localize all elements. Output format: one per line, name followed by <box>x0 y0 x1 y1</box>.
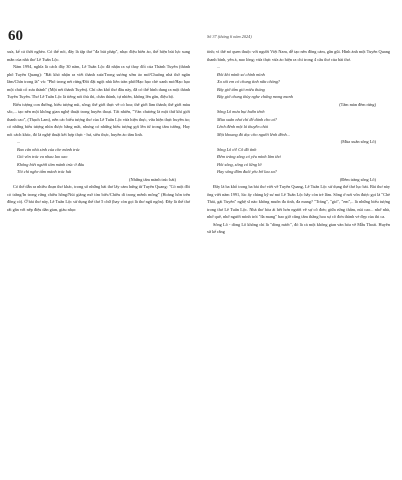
verse-line: Hay sông đắm đuối yêu bờ lau xa? <box>217 169 277 174</box>
verse-source: (Tấm màn đêm rừng) <box>339 101 376 107</box>
verse-line: Không biết người tâm mành trúc ở đâu <box>17 161 85 167</box>
paragraph: Có thể dẫn ra nhiều đoạn thơ khác, trong số những bài thơ lấy cảm hứng từ Tuyên Quang: "Có một đồi cỏ trắng/In trong rừng chiều hồng/Núi giăng mờ tím biếc/Chiều dì trong mênh mông" (Hoàng hôn trên đồng cỏ). Ở bài thơ này, Lê Tuấn Lộc sử dụng thể thơ 5 chữ (hay còn gọi là thơ ngũ ngôn). Đây là thể thơ rất gần với nếp điệu dân gian, giàu nhạc <box>7 184 190 212</box>
verse-line: ... <box>217 64 221 69</box>
verse-line: Gió vôn trúc va nhau lao xao <box>17 154 68 159</box>
verse-line: Hôi sông, sông có lừng lờ <box>217 161 262 167</box>
paragraph: Đây là ba khổ trong ba bài thơ viết về Tuyên Quang, Lê Tuấn Lộc sử dụng thể thơ lục bát. Bài thơ này ông viết năm 1991, lúc ấy chàng kỹ sư mỏ Lê Tuấn Lộc hãy còn trẻ lắm. Sông ở nơi vốn được gọi là "Chè Thái, gái Tuyên" nghệ sĩ nào không muốn đa tình, đa mang? "Trăng", "gió", "em",.. là những biểu tượng trong thơ Lê Tuấn Lộc. Nhà thơ hòa ái hết hơn người về sự cô đơn; giữa rừng thẳm, núi cao... nhớ nhà, nhớ quê, nhớ người mình trót "đa mang" bao giờ cũng tâm thắng hoa sự cô đơn thành vẻ đẹp của thi ca. <box>207 184 390 219</box>
verse-block <box>207 63 390 108</box>
verse-line: Một khoang đò dọc cho người lênh đênh... <box>217 131 290 137</box>
paragraph: Năm 1994, nghĩa là cách đây 30 năm, Lê Tuấn Lộc đã nhận ra sự thay đổi của Thành Tuyên (thành phố Tuyên Quang): "Rất khó nhận ra viết thành xưa/Trong sương sớm ảo mờ/Chuông nhà thờ ngân lắm/Chín trong lá" và: "Phố trong nét rừng/Đôi đặt ngột nhà liên trăn phố/Hạo hạo chè xanh mỏ/Hạo hạo một chút cổ xưa thành" (Một nét thành Tuyên). Chỉ cần khổ thơ đầu này, đã có thể hình dung ra một thành Tuyên Tuyên. Thơ Lê Tuấn Lộc là tiếng nói thủ thỉ, chân thành, tự nhiên, không lên gân, điệu bộ. <box>7 64 190 99</box>
verse-line: Bây giờ tấm gió miếu tháng <box>217 86 265 92</box>
verse-block <box>7 138 190 183</box>
page-number: 60 <box>8 28 23 44</box>
verse-line: Xa xôi em có chung tình nữa chăng? <box>217 79 281 84</box>
right-column <box>207 48 390 236</box>
verse-block <box>207 146 390 184</box>
verse-source: (Đêm trăng sông Lô) <box>339 176 376 182</box>
paragraph: xưa, kể cả thời nghèo. Có thể nói, đây là tập thơ "đa bút pháp", nhạc điệu biến ảo, thể hiện bút lực sung mãn của nhà thơ Lê Tuấn Lộc. <box>7 49 190 62</box>
paragraph: tính; vì thế nó quen thuộc với người Việt Nam, dễ tạo nên đồng cảm, gần gũi. Hình ảnh một Tuyên Quang thanh bình, yên ả, nao lòng; vừa thực vừa ảo hiện ra chỉ trong 4 câu thơ của bài thơ. <box>207 49 390 62</box>
verse-line: Lênh đênh một lá thuyền chài <box>217 124 268 129</box>
verse-line: ... <box>17 139 21 144</box>
verse-line: Tôi chỉ nghe tấm mành trúc hát <box>17 169 72 174</box>
verse-line: Sông Lô ơi! Cô đã tình <box>217 146 257 152</box>
paragraph: Biểu tượng con đường, biểu tượng núi, sông; thế giới thực về cỏ hoa; thế giới làm thành; thế giới màu sắc,... tạo nên một không gian nghệ thuật trong huyền thoại. Tất nhiên, "Văn chương là một thứ khí giới thanh cao", (Thạch Lam), nên các biểu tượng thơ của Lê Tuấn Lộc vừa hiện thực, vừa hiện thực huyền ảo; có những biểu tượng nhìn được bằng mắt, nhưng có những biểu tượng gợi lên từ trong tâm tưởng. Hay nói cách khác, đó là nghệ thuật kết hợp thực - hư, siêu thực, huyền ảo tâm linh. <box>7 101 190 137</box>
verse-block <box>207 108 390 146</box>
verse-line: Đôi khi mình sơ chính mình <box>217 71 265 77</box>
left-column <box>7 48 190 213</box>
verse-line: Đêm trăng sông có yêu mình lâm thơ <box>217 154 281 159</box>
verse-line: Sông Lô mưa bụi buồn tênh <box>217 109 265 114</box>
verse-line: Mùa xuân như chỉ để dành cho ai? <box>217 116 277 122</box>
issue-label: Số 37 (tháng 6 năm 2024) <box>207 34 252 39</box>
verse-source: (Những tấm mành trúc hát) <box>129 176 176 182</box>
verse-line: Bao cân nhà sinh của che mành trúc <box>17 146 80 152</box>
paragraph: Sông Lô - dòng Lô không chỉ là "dòng nước", đó là cả một không gian văn hóa về Mẫu Thoải. Huyền sử kể rằng <box>207 221 390 234</box>
verse-source: (Mùa xuân sông Lô) <box>340 139 376 144</box>
verse-line: Bây giờ chung thủy nghe chừng mong manh <box>217 94 293 99</box>
